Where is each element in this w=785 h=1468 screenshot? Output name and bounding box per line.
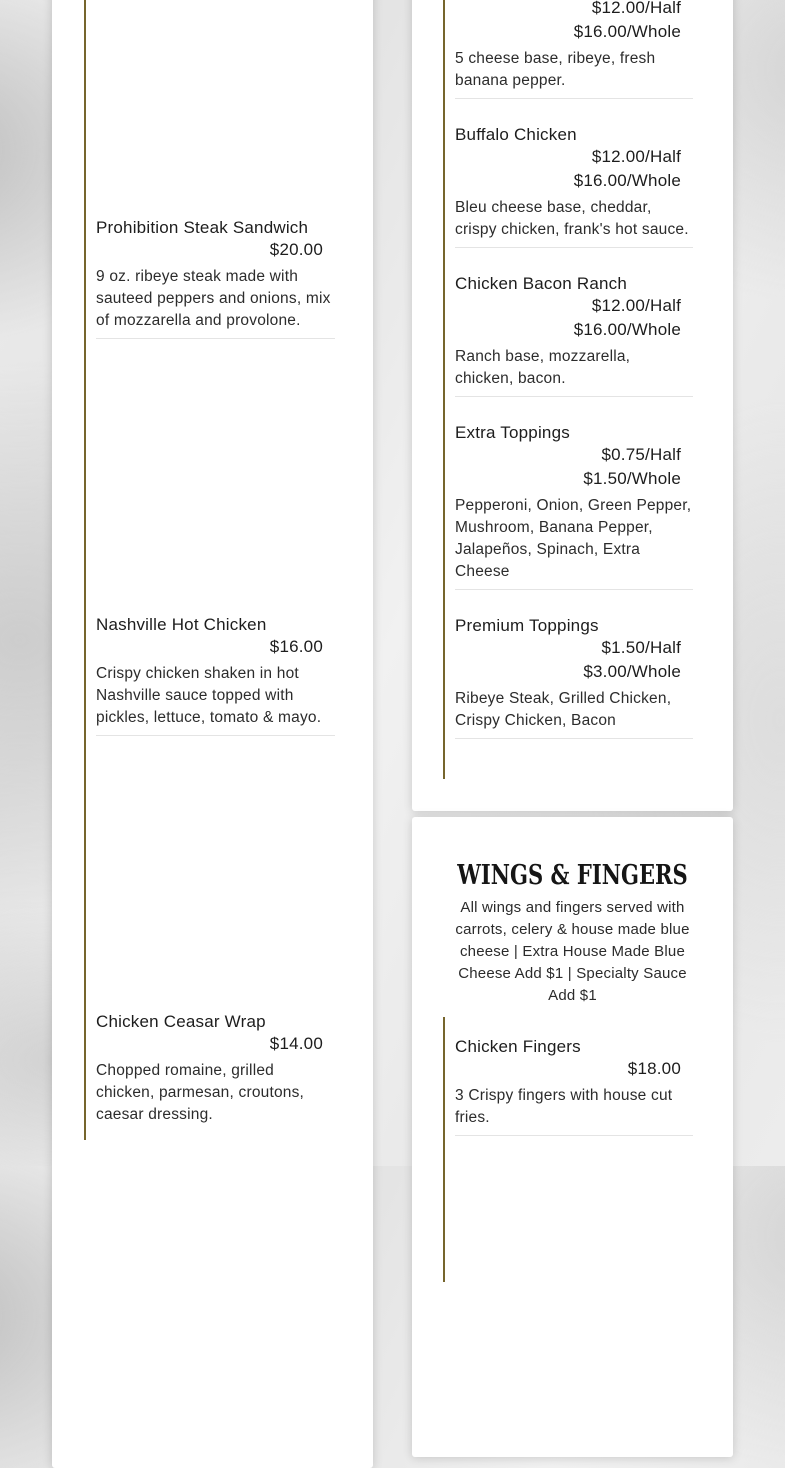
- menu-item-price-whole: $3.00/Whole: [583, 662, 681, 681]
- menu-item-description: Crispy chicken shaken in hot Nashville sauce topped with pickles, lettuce, tomato & mayo.: [96, 665, 322, 726]
- menu-item-description: 9 oz. ribeye steak made with sauteed peppers and onions, mix of mozzarella and provolone.: [96, 268, 331, 329]
- divider: [455, 738, 693, 739]
- menu-item-description: 3 Crispy fingers with house cut fries.: [455, 1087, 673, 1126]
- divider: [96, 735, 335, 736]
- menu-card-pizza: [412, 0, 733, 811]
- menu-items-group: [84, 0, 373, 1140]
- menu-item-description: Ranch base, mozzarella, chicken, bacon.: [455, 348, 631, 387]
- menu-item-name: Chicken Bacon Ranch: [455, 274, 628, 293]
- menu-item-price: $18.00: [627, 1059, 681, 1078]
- menu-item-price-half: $12.00/Half: [591, 0, 681, 17]
- menu-items-group: [443, 1017, 733, 1282]
- menu-item-description: 5 cheese base, ribeye, fresh banana pepper.: [455, 50, 656, 89]
- menu-item-price-whole: $1.50/Whole: [583, 469, 681, 488]
- menu-item-price: $20.00: [269, 240, 323, 259]
- divider: [455, 1135, 693, 1136]
- menu-item-image-placeholder: [96, 762, 335, 1012]
- menu-item-name: Chicken Fingers: [455, 1037, 581, 1056]
- menu-item: [455, 423, 693, 590]
- menu-card-wings: [412, 817, 733, 1457]
- divider: [455, 98, 693, 99]
- menu-item: [455, 274, 693, 397]
- menu-item-price-whole: $16.00/Whole: [573, 320, 681, 339]
- menu-item-description: Ribeye Steak, Grilled Chicken, Crispy Chicken, Bacon: [455, 690, 672, 729]
- section-title: WINGS & FINGERS: [457, 860, 688, 891]
- menu-item-price: $16.00: [269, 637, 323, 656]
- menu-item: [96, 762, 335, 1126]
- menu-item-price-half: $0.75/Half: [601, 445, 681, 464]
- menu-item-price-whole: $16.00/Whole: [573, 171, 681, 190]
- menu-item-name: Buffalo Chicken: [455, 125, 577, 144]
- section-intro: All wings and fingers served with carrots, celery & house made blue cheese | Extra House Made Blue Cheese Add $1 | Specialty Sauce Add $1: [455, 899, 690, 1004]
- menu-item-price-half: $1.50/Half: [601, 638, 681, 657]
- menu-item-name: Chicken Ceasar Wrap: [96, 1012, 266, 1031]
- menu-item-name: Premium Toppings: [455, 616, 599, 635]
- divider: [455, 247, 693, 248]
- menu-item-name: Extra Toppings: [455, 423, 570, 442]
- menu-item-description: Pepperoni, Onion, Green Pepper, Mushroom, Banana Pepper, Jalapeños, Spinach, Extra Cheese: [455, 497, 692, 580]
- menu-item-description: Bleu cheese base, cheddar, crispy chicken, frank's hot sauce.: [455, 199, 689, 238]
- menu-item-price-whole: $16.00/Whole: [573, 22, 681, 41]
- divider: [96, 338, 335, 339]
- menu-item: [455, 0, 693, 99]
- divider: [455, 589, 693, 590]
- divider: [455, 396, 693, 397]
- menu-item-price-half: $12.00/Half: [591, 296, 681, 315]
- menu-item: [455, 616, 693, 739]
- menu-item: [455, 1037, 693, 1136]
- menu-item-name: Prohibition Steak Sandwich: [96, 218, 309, 237]
- menu-item: [96, 365, 335, 736]
- menu-card-sandwiches: [52, 0, 373, 1468]
- menu-item-price-half: $12.00/Half: [591, 147, 681, 166]
- menu-item: [455, 125, 693, 248]
- menu-item-image-placeholder: [96, 365, 335, 615]
- menu-item-description: Chopped romaine, grilled chicken, parmesan, croutons, caesar dressing.: [96, 1062, 305, 1123]
- menu-item: [96, 0, 335, 339]
- menu-item-price: $14.00: [269, 1034, 323, 1053]
- menu-items-group: [443, 0, 733, 779]
- menu-item-image-placeholder: [96, 0, 335, 218]
- menu-item-name: Nashville Hot Chicken: [96, 615, 267, 634]
